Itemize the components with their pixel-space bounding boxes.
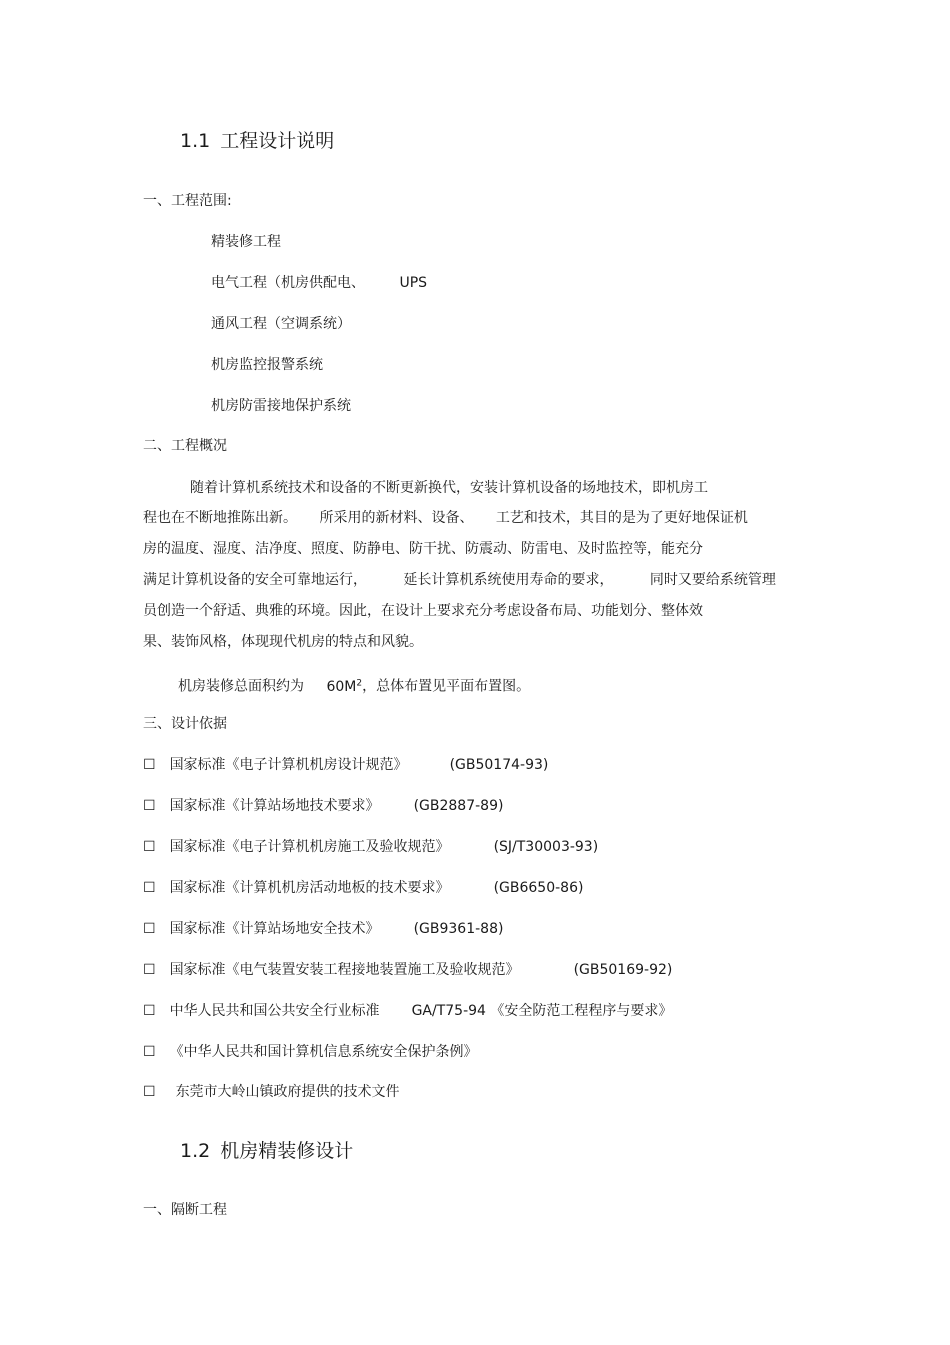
basis-item-code: (GB50169-92) (573, 962, 673, 978)
section-1-1-heading (180, 129, 334, 153)
overview-paragraph-line (143, 509, 748, 527)
basis-item (143, 756, 548, 774)
basis-item (143, 1002, 672, 1020)
basis-item (143, 1083, 400, 1101)
basis-item (143, 838, 598, 856)
basis-item-text: 国家标准《计算机机房活动地板的技术要求》 (169, 880, 450, 896)
ups-label: UPS (399, 275, 428, 291)
basis-heading: 三、设计依据 (143, 716, 227, 732)
paragraph-fragment: 同时又要给系统管理 (649, 572, 776, 588)
paragraph-fragment: 所采用的新材料、设备、 (319, 510, 474, 526)
basis-item-text: 中华人民共和国公共安全行业标准 (169, 1003, 380, 1019)
basis-item-code: (SJ/T30003-93) (493, 839, 599, 855)
basis-item-text: 国家标准《计算站场地技术要求》 (169, 798, 380, 814)
basis-item-text: 国家标准《计算站场地安全技术》 (169, 921, 380, 937)
basis-item (143, 920, 503, 938)
basis-item (143, 1043, 478, 1061)
overview-paragraph-line: 果、装饰风格，体现现代机房的特点和风貌。 (143, 634, 423, 650)
checkbox-icon: ☐ (143, 880, 156, 896)
section-number: 1.2 (180, 1140, 211, 1162)
basis-item (143, 879, 583, 897)
scope-heading: 一、工程范围: (143, 193, 232, 209)
scope-item (211, 274, 427, 292)
checkbox-icon: ☐ (143, 1003, 156, 1019)
section-title: 工程设计说明 (220, 130, 335, 152)
paragraph-fragment: 满足计算机设备的安全可靠地运行， (143, 572, 367, 588)
section-title: 机房精装修设计 (220, 1140, 354, 1162)
partition-heading: 一、隔断工程 (143, 1202, 227, 1218)
checkbox-icon: ☐ (143, 962, 156, 978)
area-number: 60M (326, 678, 357, 695)
basis-item (143, 797, 503, 815)
basis-item-text: 东莞市大岭山镇政府提供的技术文件 (175, 1084, 400, 1100)
paragraph-fragment: 程也在不断地推陈出新。 (143, 510, 297, 526)
overview-paragraph-line (143, 571, 776, 589)
section-number: 1.1 (180, 130, 211, 152)
overview-paragraph-line: 员创造一个舒适、典雅的环境。因此，在设计上要求充分考虑设备布局、功能划分、整体效 (143, 603, 703, 619)
checkbox-icon: ☐ (143, 1084, 156, 1100)
section-1-2-heading (180, 1139, 353, 1163)
basis-item-text: 国家标准《电子计算机机房设计规范》 (169, 757, 408, 773)
overview-heading: 二、工程概况 (143, 438, 227, 454)
overview-paragraph-line: 随着计算机系统技术和设备的不断更新换代，安装计算机设备的场地技术，即机房工 (190, 480, 708, 496)
area-suffix: ，总体布置见平面布置图。 (362, 678, 531, 695)
checkbox-icon: ☐ (143, 1044, 156, 1060)
basis-item-code: (GB6650-86) (493, 880, 584, 896)
checkbox-icon: ☐ (143, 757, 156, 773)
basis-item-text: 国家标准《电气装置安装工程接地装置施工及验收规范》 (169, 962, 520, 978)
scope-item: 精装修工程 (211, 234, 281, 250)
basis-item-code: (GB9361-88) (413, 921, 504, 937)
checkbox-icon: ☐ (143, 921, 156, 937)
basis-item-code: (GB2887-89) (413, 798, 504, 814)
basis-item-text: 国家标准《电子计算机机房施工及验收规范》 (169, 839, 450, 855)
scope-item: 机房监控报警系统 (211, 357, 323, 373)
checkbox-icon: ☐ (143, 798, 156, 814)
basis-item-code: (GB50174-93) (449, 757, 549, 773)
area-prefix: 机房装修总面积约为 (178, 678, 304, 695)
overview-paragraph-line: 房的温度、湿度、洁净度、照度、防静电、防干扰、防震动、防雷电、及时监控等，能充分 (143, 541, 703, 557)
checkbox-icon: ☐ (143, 839, 156, 855)
basis-item-text: 《中华人民共和国计算机信息系统安全保护条例》 (169, 1044, 478, 1060)
basis-item (143, 961, 672, 979)
paragraph-fragment: 工艺和技术，其目的是为了更好地保证机 (495, 510, 748, 526)
scope-item: 机房防雷接地保护系统 (211, 398, 351, 414)
scope-item-text: 电气工程（机房供配电、 (211, 275, 365, 291)
area-superscript: 2 (356, 678, 363, 688)
area-line (178, 674, 530, 696)
basis-item-code: GA/T75-94 《安全防范工程程序与要求》 (411, 1003, 673, 1019)
area-value (326, 679, 362, 695)
paragraph-fragment: 延长计算机系统使用寿命的要求， (403, 572, 614, 588)
scope-item: 通风工程（空调系统） (211, 316, 351, 332)
